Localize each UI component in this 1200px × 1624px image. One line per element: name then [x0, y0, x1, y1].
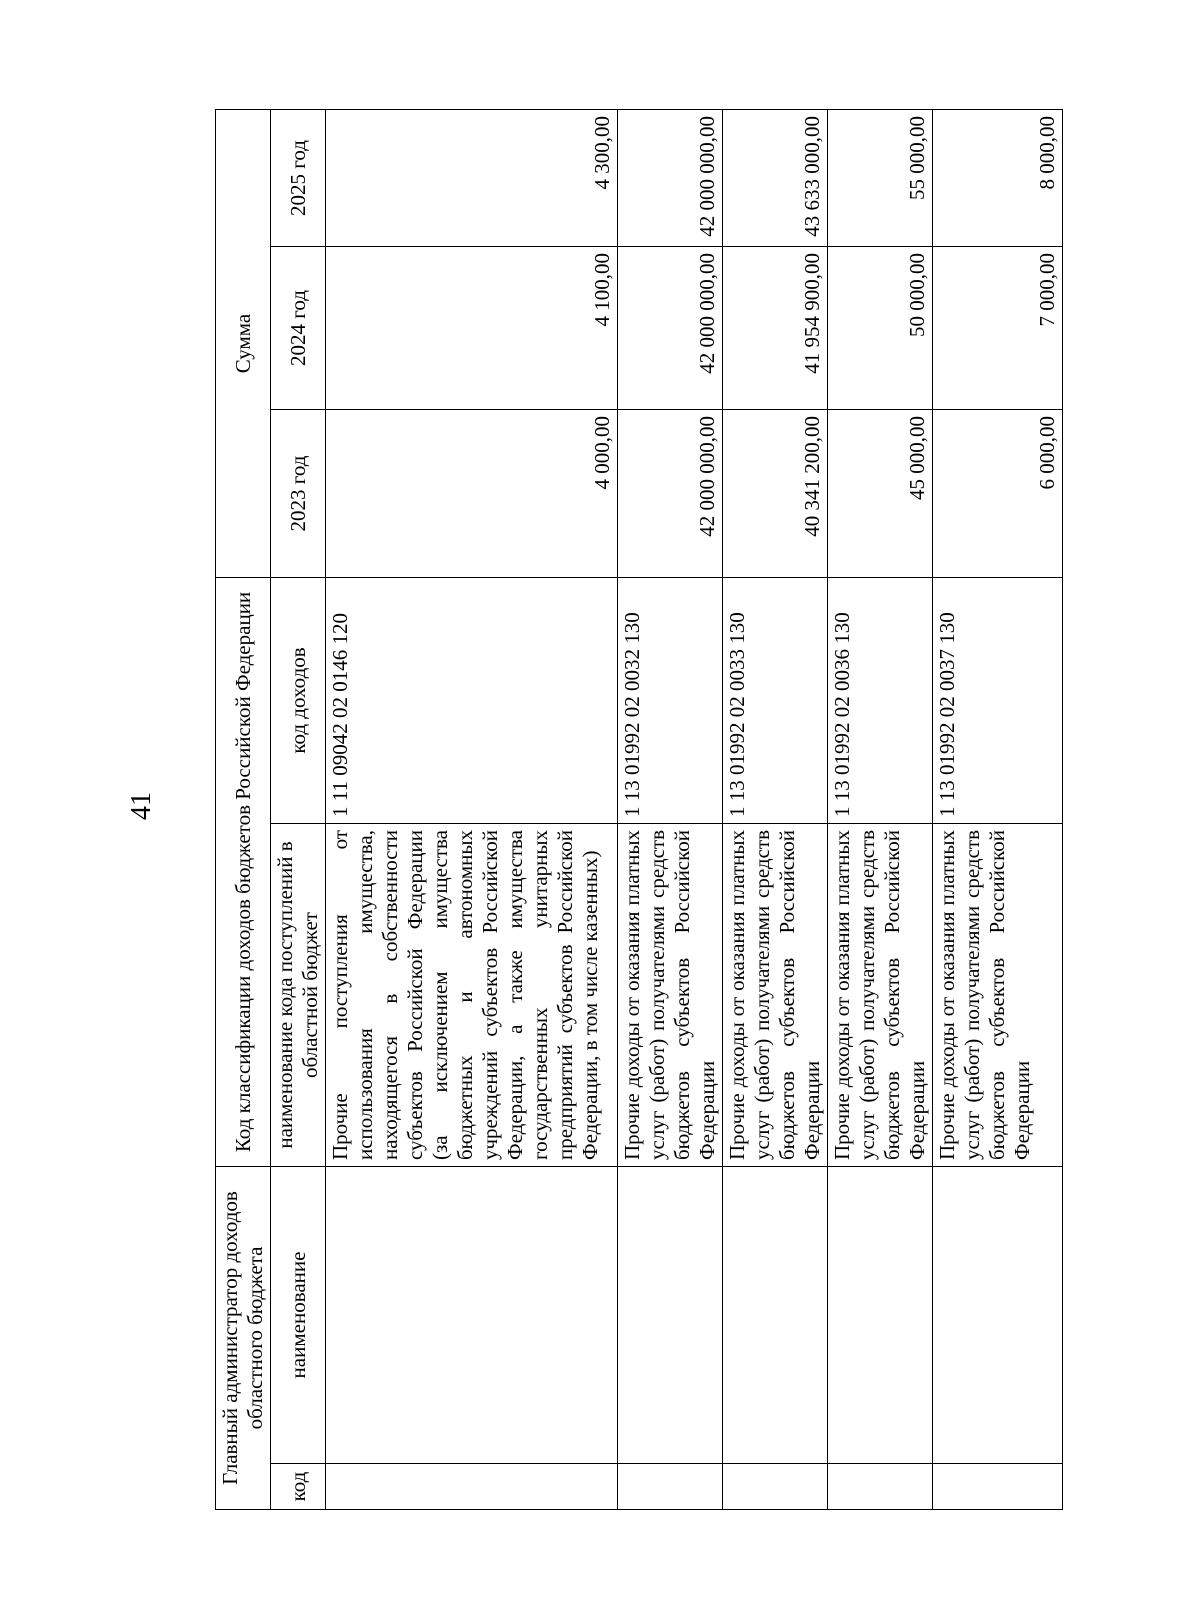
amount-2023-cell: 40 341 200,00 — [723, 409, 828, 577]
revenue-code-cell: 1 11 09042 02 0146 120 — [326, 577, 618, 823]
amount-2025-cell: 43 633 000,00 — [723, 109, 828, 246]
revenue-name-cell: Прочие доходы от оказания платных услуг (работ) получателями средств бюджетов субъектов Российской Федерации — [723, 824, 828, 1167]
revenue-name-cell: Прочие доходы от оказания платных услуг (работ) получателями средств бюджетов субъектов Российской Федерации — [618, 824, 723, 1167]
amount-2024-cell: 50 000,00 — [828, 246, 933, 409]
amount-2023-cell: 45 000,00 — [828, 409, 933, 577]
amount-2025-cell: 55 000,00 — [828, 109, 933, 246]
revenue-name-cell: Прочие доходы от оказания платных услуг (работ) получателями средств бюджетов субъектов Российской Федерации — [828, 824, 933, 1167]
table-row — [828, 109, 933, 1509]
header-year-2024: 2024 год — [271, 246, 326, 409]
amount-2025-cell: 4 300,00 — [326, 109, 618, 246]
table-row — [723, 109, 828, 1509]
amount-2023-cell: 4 000,00 — [326, 409, 618, 577]
admin-code-cell — [828, 1464, 933, 1510]
header-name: наименование — [271, 1167, 326, 1464]
amount-2024-cell: 4 100,00 — [326, 246, 618, 409]
header-revenue-name: наименование кода поступлений в областной бюджет — [271, 824, 326, 1167]
amount-2023-cell: 42 000 000,00 — [618, 409, 723, 577]
amount-2023-cell: 6 000,00 — [933, 409, 1063, 577]
revenue-name-cell: Прочие поступления от использования имущества, находящегося в собственности субъектов Российской Федерации (за исключением имущества бюджетных и автономных учреждений субъектов Российской Федерации, а также имущества государственных унитарных предприятий субъектов Российской Федерации, в том числе казенных) — [326, 824, 618, 1167]
table-row — [326, 109, 618, 1509]
header-code: код — [271, 1464, 326, 1510]
header-year-2023: 2023 год — [271, 409, 326, 577]
revenue-code-cell: 1 13 01992 02 0036 130 — [828, 577, 933, 823]
header-classification: Код классификации доходов бюджетов Российской Федерации — [216, 577, 271, 1166]
rotated-table-frame — [215, 110, 1059, 1510]
amount-2025-cell: 8 000,00 — [933, 109, 1063, 246]
admin-code-cell — [933, 1464, 1063, 1510]
header-revenue-code: код доходов — [271, 577, 326, 823]
revenue-code-cell: 1 13 01992 02 0033 130 — [723, 577, 828, 823]
admin-code-cell — [723, 1464, 828, 1510]
budget-table — [215, 109, 1063, 1510]
amount-2024-cell: 41 954 900,00 — [723, 246, 828, 409]
table-row — [933, 109, 1063, 1509]
amount-2024-cell: 7 000,00 — [933, 246, 1063, 409]
revenue-code-cell: 1 13 01992 02 0037 130 — [933, 577, 1063, 823]
admin-name-cell — [618, 1167, 723, 1464]
admin-name-cell — [326, 1167, 618, 1464]
admin-name-cell — [828, 1167, 933, 1464]
admin-name-cell — [933, 1167, 1063, 1464]
header-year-2025: 2025 год — [271, 109, 326, 246]
page-number: 41 — [126, 792, 157, 820]
table-row — [618, 109, 723, 1509]
admin-name-cell — [723, 1167, 828, 1464]
revenue-code-cell: 1 13 01992 02 0032 130 — [618, 577, 723, 823]
header-main-admin: Главный администратор доходов областного бюджета — [216, 1167, 271, 1510]
admin-code-cell — [326, 1464, 618, 1510]
header-sum: Сумма — [216, 109, 271, 577]
revenue-name-cell: Прочие доходы от оказания платных услуг (работ) получателями средств бюджетов субъектов Российской Федерации — [933, 824, 1063, 1167]
admin-code-cell — [618, 1464, 723, 1510]
amount-2024-cell: 42 000 000,00 — [618, 246, 723, 409]
amount-2025-cell: 42 000 000,00 — [618, 109, 723, 246]
